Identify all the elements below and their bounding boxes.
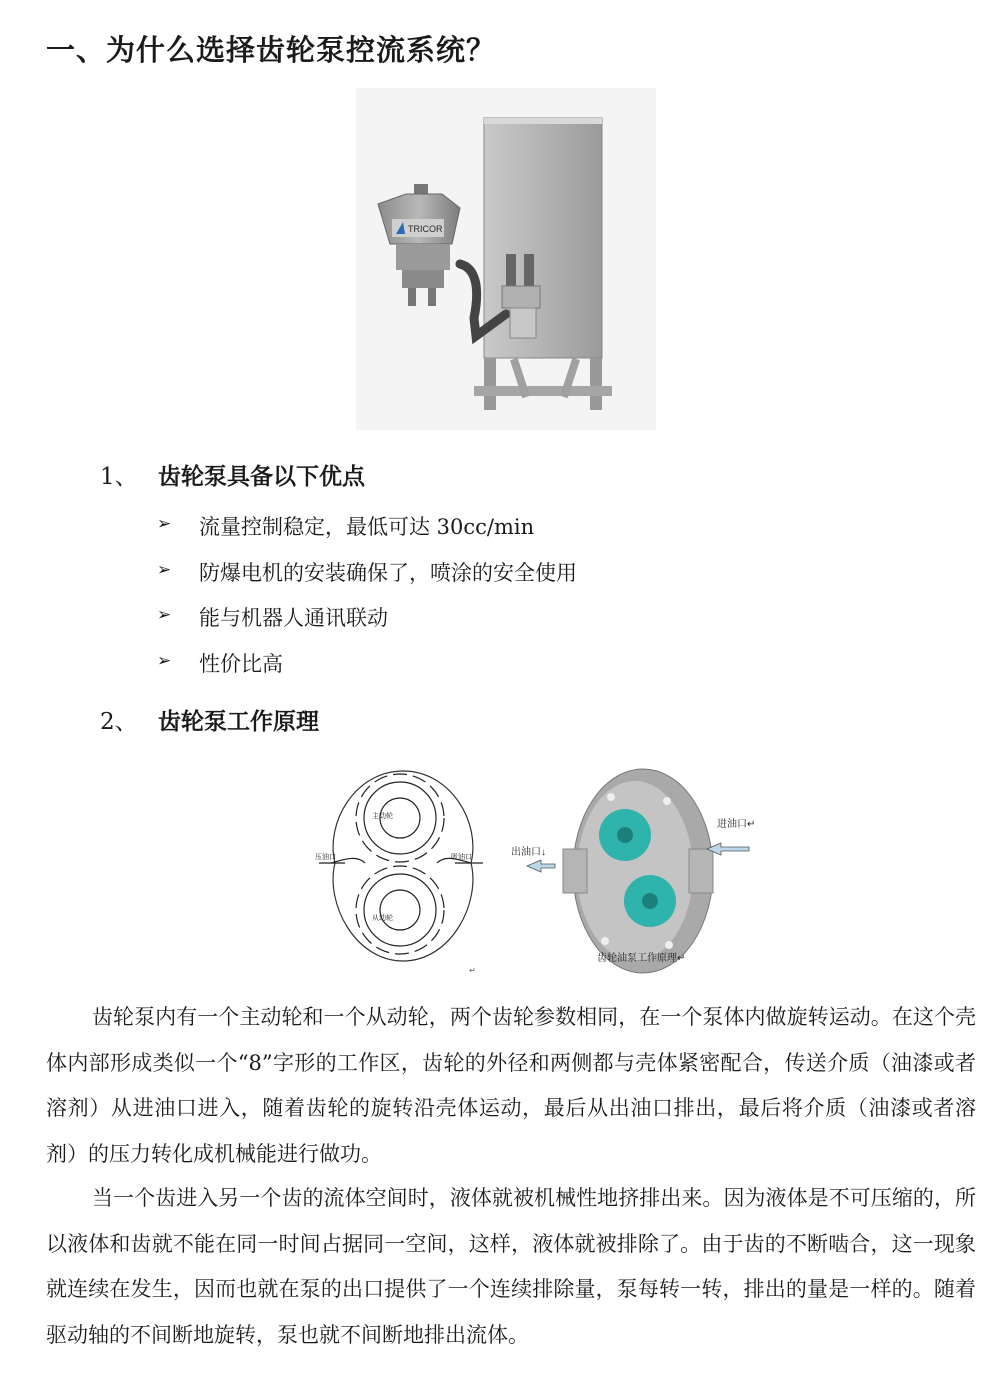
paragraph-mark: ↵ bbox=[469, 966, 476, 975]
page-heading: 一、为什么选择齿轮泵控流系统？ bbox=[46, 33, 497, 67]
outlet-label-left: 压油口 bbox=[315, 854, 336, 861]
list-item bbox=[157, 557, 577, 603]
inlet-label: 进油口↵ bbox=[717, 819, 756, 830]
diagram-caption: 齿轮油泵工作原理↵ bbox=[597, 953, 686, 964]
arrow-bullet-icon: ➢ bbox=[157, 559, 172, 580]
arrow-bullet-icon: ➢ bbox=[157, 514, 172, 534]
section-2-heading bbox=[100, 703, 319, 736]
section-2-title: 齿轮泵工作原理 bbox=[158, 708, 319, 735]
list-item-text: 防爆电机的安装确保了，喷涂的安全使用 bbox=[199, 560, 577, 585]
section-1-number: 1、 bbox=[100, 464, 138, 490]
list-item-text: 流量控制稳定，最低可达 30cc/min bbox=[199, 515, 535, 539]
list-item-text: 性价比高 bbox=[199, 651, 283, 676]
drive-gear-label: 主动轮 bbox=[372, 813, 393, 820]
section-1-heading bbox=[100, 458, 365, 491]
tricor-logo: TRICOR bbox=[408, 224, 443, 234]
section-1-title: 齿轮泵具备以下优点 bbox=[158, 463, 365, 490]
list-item bbox=[157, 602, 577, 648]
principle-paragraph-1: 齿轮泵内有一个主动轮和一个从动轮，两个齿轮参数相同，在一个泵体内做旋转运动。在这个壳体内部形成类似一个“8”字形的工作区，齿轮的外径和两侧都与壳体紧密配合，传送介质（油漆或者溶剂）从进油口进入，随着齿轮的旋转沿壳体运动，最后从出油口排出，最后将介质（油漆或者溶剂）的压力转化成机械能进行做功。 bbox=[46, 1005, 976, 1166]
list-item bbox=[157, 511, 577, 557]
arrow-bullet-icon: ➢ bbox=[157, 605, 172, 625]
gear-pump-machine-image bbox=[356, 88, 656, 430]
list-item bbox=[157, 648, 577, 694]
arrow-bullet-icon: ➢ bbox=[157, 650, 172, 671]
list-item-text: 能与机器人通讯联动 bbox=[199, 606, 388, 630]
section-2-number: 2、 bbox=[100, 709, 138, 735]
advantages-list bbox=[157, 511, 577, 693]
principle-paragraph-2: 当一个齿进入另一个齿的流体空间时，液体就被机械性地挤排出来。因为液体是不可压缩的，所以液体和齿就不能在同一时间占据同一空间，这样，液体就被排除了。由于齿的不断啮合，这一现象就连续在发生，因而也就在泵的出口提供了一个连续排除量，泵每转一转，排出的量是一样的。随着驱动轴的不间断地旋转，泵也就不间断地排出流体。 bbox=[46, 1186, 976, 1347]
outlet-label: 出油口↓ bbox=[511, 847, 546, 858]
inlet-label-right: 吸油口 bbox=[451, 854, 472, 861]
driven-gear-label: 从动轮 bbox=[372, 915, 393, 922]
gear-pump-principle-diagram bbox=[305, 763, 775, 978]
